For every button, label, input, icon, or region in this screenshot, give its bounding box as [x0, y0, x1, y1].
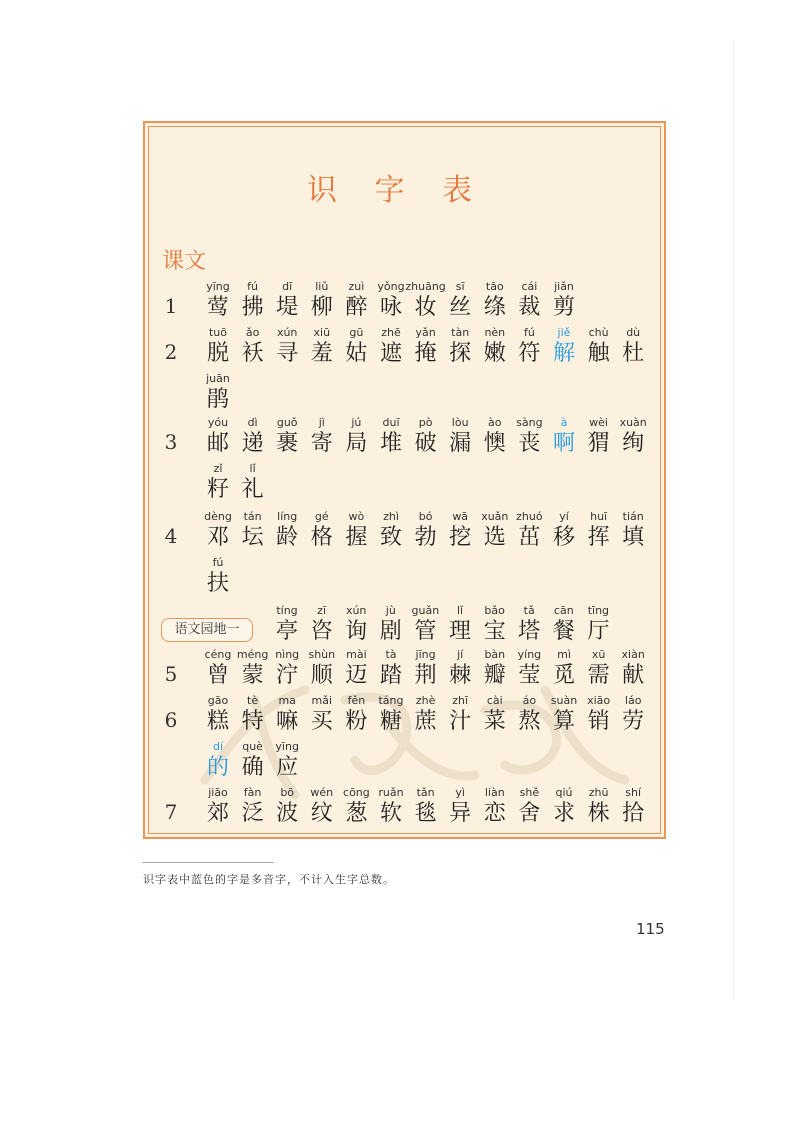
- hanzi: 扶: [206, 571, 229, 596]
- hanzi: 妆: [414, 295, 437, 320]
- hanzi: 熬: [518, 709, 541, 734]
- hanzi: 询: [345, 619, 368, 644]
- lesson-number: 1: [164, 294, 178, 318]
- pinyin: fěn: [347, 694, 366, 707]
- hanzi: 丧: [518, 431, 541, 456]
- hanzi: 羞: [310, 341, 333, 366]
- pinyin: céng: [204, 648, 232, 661]
- hanzi: 厅: [587, 619, 610, 644]
- pinyin: cài: [486, 694, 503, 707]
- hanzi: 填: [622, 525, 645, 550]
- hanzi: 糕: [206, 709, 229, 734]
- hanzi: 株: [587, 801, 610, 826]
- hanzi: 遮: [379, 341, 402, 366]
- hanzi: 局: [345, 431, 368, 456]
- hanzi: 泞: [276, 663, 299, 688]
- hanzi: 的: [206, 755, 229, 780]
- pinyin: áo: [522, 694, 537, 707]
- lesson-number: 5: [164, 662, 178, 686]
- lesson-number: 2: [164, 340, 178, 364]
- hanzi: 餐: [552, 619, 575, 644]
- hanzi: 剧: [379, 619, 402, 644]
- hanzi: 亭: [275, 619, 298, 644]
- hanzi: 脱: [206, 341, 229, 366]
- pinyin: zhuó: [516, 510, 543, 523]
- page-title: 识 字 表: [306, 173, 487, 208]
- hanzi: 懊: [483, 431, 506, 456]
- hanzi: 邮: [206, 431, 229, 456]
- hanzi: 勃: [414, 525, 437, 550]
- char-cell: [580, 604, 616, 646]
- pinyin: yí: [559, 510, 569, 523]
- hanzi: 糖: [379, 709, 402, 734]
- hanzi: 握: [345, 525, 368, 550]
- pinyin: yīng: [206, 280, 230, 293]
- pinyin: dì: [247, 416, 258, 429]
- hanzi: 格: [310, 525, 333, 550]
- pinyin: yóu: [207, 416, 229, 429]
- pinyin: jiě: [557, 326, 571, 339]
- pinyin: pò: [418, 416, 433, 429]
- hanzi: 塔: [518, 619, 541, 644]
- pinyin: zhū: [588, 786, 609, 799]
- pinyin: nèn: [484, 326, 506, 339]
- pinyin: jīng: [415, 648, 436, 661]
- pinyin: suàn: [550, 694, 578, 707]
- char-cell: [615, 694, 651, 736]
- pinyin: tíng: [276, 604, 298, 617]
- pinyin: líng: [277, 510, 298, 523]
- hanzi: 算: [552, 709, 575, 734]
- pinyin: zī: [317, 604, 327, 617]
- hanzi: 舍: [518, 801, 541, 826]
- hanzi: 莹: [518, 663, 541, 688]
- pinyin: zhī: [452, 694, 469, 707]
- hanzi: 棘: [449, 663, 472, 688]
- pinyin: lǐ: [249, 462, 256, 475]
- char-cell: [615, 326, 651, 368]
- pinyin: tà: [385, 648, 397, 661]
- hanzi: 需: [587, 663, 610, 688]
- pinyin: à: [560, 416, 568, 429]
- pinyin: bó: [418, 510, 433, 523]
- pinyin: xún: [345, 604, 367, 617]
- char-cell: [615, 510, 651, 552]
- pinyin: gé: [314, 510, 329, 523]
- pinyin: wèi: [589, 416, 608, 429]
- pinyin: zhē: [381, 326, 401, 339]
- hanzi: 宝: [483, 619, 506, 644]
- hanzi: 葱: [345, 801, 368, 826]
- hanzi: 解: [552, 341, 575, 366]
- char-cell: [269, 740, 305, 782]
- pinyin: zhuāng: [405, 280, 446, 293]
- pinyin: táng: [378, 694, 404, 707]
- pinyin: cān: [553, 604, 574, 617]
- pinyin: xiū: [313, 326, 331, 339]
- pinyin: ào: [488, 416, 502, 429]
- pinyin: fú: [523, 326, 535, 339]
- pinyin: jú: [351, 416, 362, 429]
- pinyin: nìng: [275, 648, 300, 661]
- hanzi: 拂: [241, 295, 264, 320]
- hanzi: 符: [518, 341, 541, 366]
- hanzi: 蔗: [414, 709, 437, 734]
- pinyin: dèng: [204, 510, 232, 523]
- pinyin: juān: [206, 372, 230, 385]
- pinyin: tǎ: [523, 604, 535, 617]
- hanzi: 醉: [345, 295, 368, 320]
- pinyin: guǒ: [276, 416, 298, 429]
- pinyin: méng: [236, 648, 269, 661]
- pinyin: zhè: [415, 694, 436, 707]
- hanzi: 买: [310, 709, 333, 734]
- hanzi: 荆: [414, 663, 437, 688]
- pinyin: gāo: [207, 694, 229, 707]
- hanzi: 曾: [206, 663, 229, 688]
- hanzi: 瓣: [483, 663, 506, 688]
- hanzi: 劳: [622, 709, 645, 734]
- pinyin: duī: [382, 416, 400, 429]
- pinyin: tián: [622, 510, 644, 523]
- pinyin: tán: [243, 510, 262, 523]
- hanzi: 啊: [552, 431, 575, 456]
- pinyin: chù: [588, 326, 609, 339]
- hanzi: 鹃: [206, 387, 229, 412]
- hanzi: 销: [587, 709, 610, 734]
- hanzi: 致: [379, 525, 402, 550]
- pinyin: jì: [318, 416, 325, 429]
- hanzi: 咏: [379, 295, 402, 320]
- hanzi: 剪: [552, 295, 575, 320]
- pinyin: sàng: [516, 416, 543, 429]
- page-number: 115: [636, 920, 665, 938]
- hanzi: 茁: [518, 525, 541, 550]
- pinyin: wén: [310, 786, 334, 799]
- pinyin: shě: [519, 786, 540, 799]
- hanzi: 求: [552, 801, 575, 826]
- hanzi: 粉: [345, 709, 368, 734]
- char-cell: [235, 462, 271, 504]
- hanzi: 恋: [483, 801, 506, 826]
- pinyin: lǐ: [456, 604, 464, 617]
- pinyin: yǒng: [377, 280, 405, 293]
- hanzi: 献: [622, 663, 645, 688]
- hanzi: 菜: [483, 709, 506, 734]
- footnote: 识字表中蓝色的字是多音字，不计入生字总数。: [143, 873, 395, 886]
- char-cell: [615, 416, 651, 458]
- chinese-garden-tag: 语文园地一: [161, 618, 253, 642]
- hanzi: 堤: [276, 295, 299, 320]
- pinyin: bàn: [484, 648, 506, 661]
- hanzi: 汁: [449, 709, 472, 734]
- lesson-number: 3: [164, 430, 178, 454]
- hanzi: 确: [241, 755, 264, 780]
- hanzi: 触: [587, 341, 610, 366]
- pinyin: ǎo: [245, 326, 260, 339]
- pinyin: tuō: [208, 326, 227, 339]
- hanzi: 蒙: [241, 663, 264, 688]
- hanzi: 裁: [518, 295, 541, 320]
- pinyin: lòu: [451, 416, 469, 429]
- hanzi: 莺: [206, 295, 229, 320]
- pinyin: jiǎn: [554, 280, 574, 293]
- hanzi: 泛: [241, 801, 264, 826]
- hanzi: 龄: [276, 525, 299, 550]
- hanzi: 礼: [241, 477, 264, 502]
- hanzi: 猬: [587, 431, 610, 456]
- pinyin: guǎn: [411, 604, 440, 617]
- hanzi: 籽: [206, 477, 229, 502]
- pinyin: ma: [278, 694, 296, 707]
- hanzi: 咨: [310, 619, 333, 644]
- hanzi: 郊: [206, 801, 229, 826]
- hanzi: 特: [241, 709, 264, 734]
- hanzi: 邓: [206, 525, 229, 550]
- pinyin: yíng: [517, 648, 542, 661]
- pinyin: mǎi: [311, 694, 333, 707]
- hanzi: 理: [448, 619, 471, 644]
- pinyin: mài: [346, 648, 367, 661]
- hanzi: 柳: [310, 295, 333, 320]
- pinyin: mì: [557, 648, 571, 661]
- hanzi: 坛: [241, 525, 264, 550]
- hanzi: 选: [483, 525, 506, 550]
- hanzi: 寻: [276, 341, 299, 366]
- pinyin: bō: [280, 786, 295, 799]
- hanzi: 绦: [483, 295, 506, 320]
- hanzi: 掩: [414, 341, 437, 366]
- pinyin: huī: [590, 510, 608, 523]
- pinyin: wā: [452, 510, 469, 523]
- hanzi: 挥: [587, 525, 610, 550]
- pinyin: xiàn: [621, 648, 645, 661]
- hanzi: 袄: [241, 341, 264, 366]
- pinyin: dí: [212, 740, 224, 753]
- pinyin: qiú: [555, 786, 573, 799]
- pinyin: cái: [521, 280, 538, 293]
- char-cell: [200, 556, 236, 598]
- pinyin: fú: [247, 280, 259, 293]
- pinyin: shùn: [308, 648, 336, 661]
- hanzi: 递: [241, 431, 264, 456]
- hanzi: 姑: [345, 341, 368, 366]
- pinyin: xū: [591, 648, 606, 661]
- hanzi: 嘛: [276, 709, 299, 734]
- pinyin: xuǎn: [481, 510, 509, 523]
- pinyin: fàn: [243, 786, 262, 799]
- hanzi: 丝: [449, 295, 472, 320]
- hanzi: 觅: [552, 663, 575, 688]
- hanzi: 漏: [449, 431, 472, 456]
- pinyin: tè: [247, 694, 259, 707]
- char-cell: [615, 648, 651, 690]
- pinyin: bǎo: [484, 604, 505, 617]
- hanzi: 堆: [379, 431, 402, 456]
- pinyin: què: [242, 740, 263, 753]
- section-label-lessons: 课文: [162, 249, 207, 274]
- pinyin: shí: [625, 786, 642, 799]
- pinyin: dī: [282, 280, 293, 293]
- hanzi: 绚: [622, 431, 645, 456]
- footnote-divider: [142, 862, 274, 863]
- hanzi: 破: [414, 431, 437, 456]
- pinyin: sī: [455, 280, 465, 293]
- pinyin: tīng: [587, 604, 610, 617]
- pinyin: zuì: [348, 280, 365, 293]
- pinyin: xiāo: [587, 694, 611, 707]
- pinyin: yīng: [275, 740, 299, 753]
- hanzi: 移: [552, 525, 575, 550]
- pinyin: wò: [348, 510, 365, 523]
- hanzi: 寄: [310, 431, 333, 456]
- pinyin: zhì: [383, 510, 399, 523]
- hanzi: 嫩: [483, 341, 506, 366]
- hanzi: 拾: [622, 801, 645, 826]
- lesson-number: 6: [164, 708, 178, 732]
- char-cell: [200, 372, 236, 414]
- pinyin: cōng: [343, 786, 370, 799]
- hanzi: 波: [276, 801, 299, 826]
- hanzi: 挖: [449, 525, 472, 550]
- pinyin: láo: [624, 694, 642, 707]
- hanzi: 纹: [310, 801, 333, 826]
- pinyin: jiāo: [208, 786, 228, 799]
- hanzi: 踏: [379, 663, 402, 688]
- hanzi: 探: [449, 341, 472, 366]
- pinyin: tāo: [485, 280, 504, 293]
- pinyin: ruǎn: [378, 786, 404, 799]
- hanzi: 顺: [310, 663, 333, 688]
- pinyin: jù: [385, 604, 396, 617]
- pinyin: zǐ: [213, 462, 223, 475]
- pinyin: xuàn: [619, 416, 647, 429]
- lesson-number: 4: [164, 524, 178, 548]
- pinyin: gū: [349, 326, 364, 339]
- hanzi: 异: [449, 801, 472, 826]
- pinyin: tǎn: [416, 786, 435, 799]
- pinyin: jí: [457, 648, 464, 661]
- pinyin: liǔ: [315, 280, 329, 293]
- hanzi: 迈: [345, 663, 368, 688]
- hanzi: 软: [379, 801, 402, 826]
- pinyin: tàn: [451, 326, 470, 339]
- lesson-number: 7: [164, 800, 178, 824]
- hanzi: 毯: [414, 801, 437, 826]
- char-cell: [615, 786, 651, 828]
- pinyin: yǎn: [415, 326, 436, 339]
- hanzi: 裹: [276, 431, 299, 456]
- pinyin: liàn: [484, 786, 505, 799]
- pinyin: dù: [626, 326, 641, 339]
- hanzi: 杜: [622, 341, 645, 366]
- char-cell: [546, 280, 582, 322]
- hanzi: 管: [414, 619, 437, 644]
- hanzi: 应: [276, 755, 299, 780]
- pinyin: fú: [212, 556, 224, 569]
- pinyin: yì: [455, 786, 465, 799]
- pinyin: xún: [276, 326, 298, 339]
